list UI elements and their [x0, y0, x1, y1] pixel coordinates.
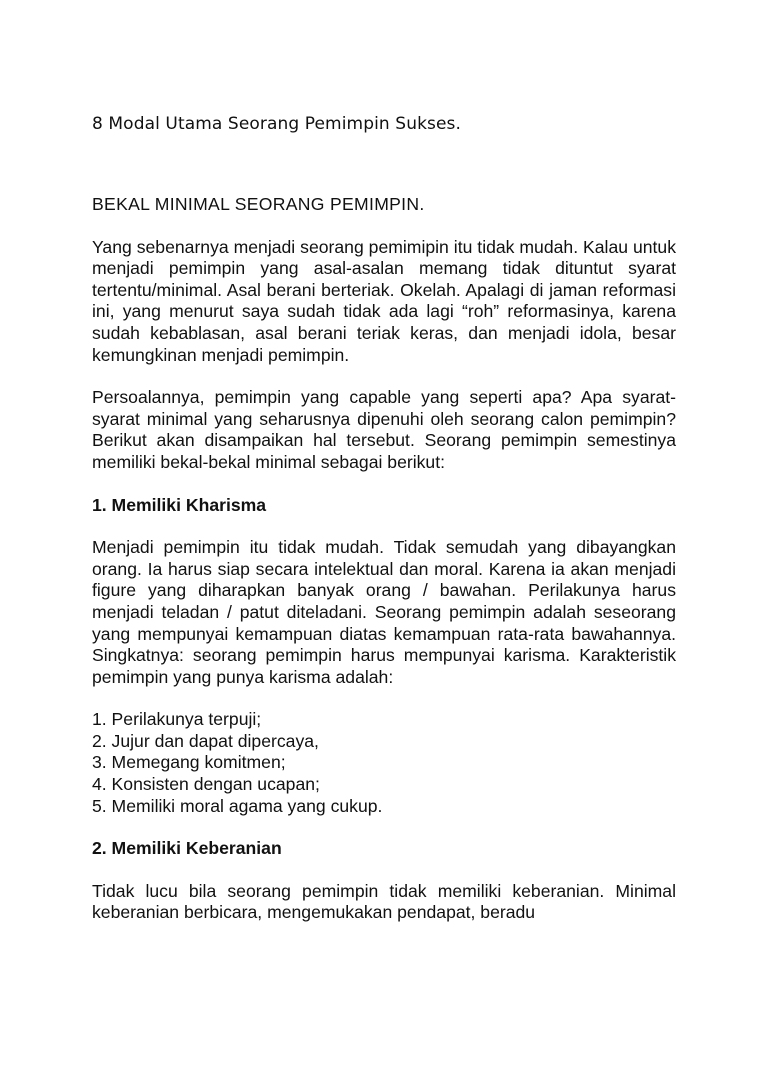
document-page: [92, 112, 676, 924]
list-item: 5. Memiliki moral agama yang cukup.: [92, 795, 383, 816]
section-paragraph-kharisma: Menjadi pemimpin itu tidak mudah. Tidak semudah yang dibayangkan orang. Ia harus siap secara intelektual dan moral. Karena ia akan menjadi figure yang diharapkan banyak orang / bawahan. Perilakunya harus menjadi teladan / patut diteladani. Seorang pemimpin adalah seseorang yang mempunyai kemampuan diatas kemampuan rata-rata bawahannya. Singkatnya: seorang pemimpin harus mempunyai karisma. Karakteristik pemimpin yang punya karisma adalah:: [92, 537, 676, 687]
list-item: 1. Perilakunya terpuji;: [92, 709, 262, 730]
list-item: 3. Memegang komitmen;: [92, 752, 286, 773]
intro-paragraph-2: Persoalannya, pemimpin yang capable yang seperti apa? Apa syarat-syarat minimal yang seharusnya dipenuhi oleh seorang calon pemimpin? Berikut akan disampaikan hal tersebut. Seorang pemimpin semestinya memiliki bekal-bekal minimal sebagai berikut:: [92, 387, 676, 472]
document-title: 8 Modal Utama Seorang Pemimpin Sukses.: [92, 114, 461, 134]
kharisma-characteristics-list: [92, 709, 676, 817]
intro-paragraph-1: Yang sebenarnya menjadi seorang pemimipin itu tidak mudah. Kalau untuk menjadi pemimpin yang asal-asalan memang tidak dituntut syarat tertentu/minimal. Asal berani berteriak. Okelah. Apalagi di jaman reformasi ini, yang menurut saya sudah tidak ada lagi “roh” reformasinya, karena sudah kebablasan, asal berani teriak keras, dan menjadi idola, besar kemungkinan menjadi pemimpin.: [92, 236, 676, 365]
list-item: 4. Konsisten dengan ucapan;: [92, 774, 320, 795]
section-heading-kharisma: 1. Memiliki Kharisma: [92, 494, 267, 515]
document-subtitle: BEKAL MINIMAL SEORANG PEMIMPIN.: [92, 194, 425, 214]
list-item: 2. Jujur dan dapat dipercaya,: [92, 730, 319, 751]
section-heading-keberanian: 2. Memiliki Keberanian: [92, 838, 282, 859]
section-paragraph-keberanian: Tidak lucu bila seorang pemimpin tidak memiliki keberanian. Minimal keberanian berbicara, mengemukakan pendapat, beradu: [92, 880, 676, 923]
